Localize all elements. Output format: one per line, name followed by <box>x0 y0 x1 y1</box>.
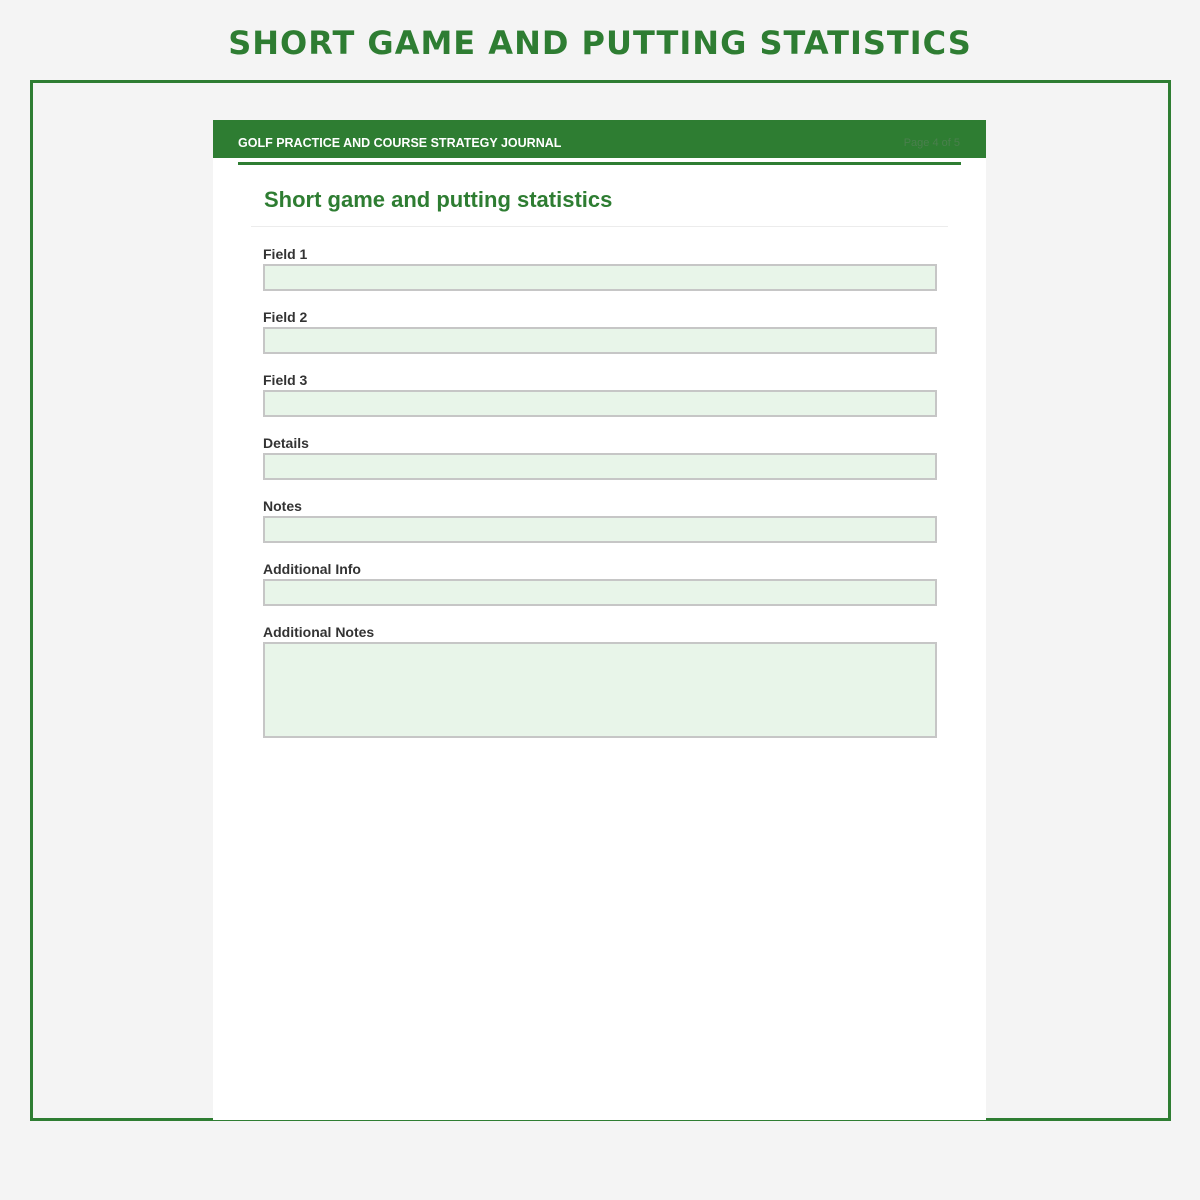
field-label: Details <box>263 435 309 451</box>
field-3-input[interactable] <box>263 390 937 417</box>
details-input[interactable] <box>263 453 937 480</box>
field-label: Additional Info <box>263 561 361 577</box>
page-number: Page 4 of 5 <box>903 137 960 149</box>
form-field-3 <box>263 371 937 417</box>
field-label: Field 2 <box>263 309 308 325</box>
section-title: Short game and putting statistics <box>264 187 613 212</box>
field-label: Field 3 <box>263 372 308 388</box>
field-2-input[interactable] <box>263 327 937 354</box>
journal-title: GOLF PRACTICE AND COURSE STRATEGY JOURNAL <box>238 136 562 150</box>
journal-page <box>213 120 986 1120</box>
header-divider <box>238 162 961 165</box>
additional-notes-textarea[interactable] <box>263 642 937 738</box>
field-label: Field 1 <box>263 246 308 262</box>
form-field-2 <box>263 308 937 354</box>
form-field-additional-notes <box>263 623 937 738</box>
notes-input[interactable] <box>263 516 937 543</box>
field-label: Notes <box>263 498 302 514</box>
field-label: Additional Notes <box>263 624 375 640</box>
page-header <box>213 120 986 158</box>
form-field-1 <box>263 245 937 291</box>
form-field-details <box>263 434 937 480</box>
field-1-input[interactable] <box>263 264 937 291</box>
document-title: SHORT GAME AND PUTTING STATISTICS <box>228 24 972 62</box>
section-divider <box>251 226 948 227</box>
form-field-notes <box>263 497 937 543</box>
additional-info-input[interactable] <box>263 579 937 606</box>
form-field-additional-info <box>263 560 937 606</box>
